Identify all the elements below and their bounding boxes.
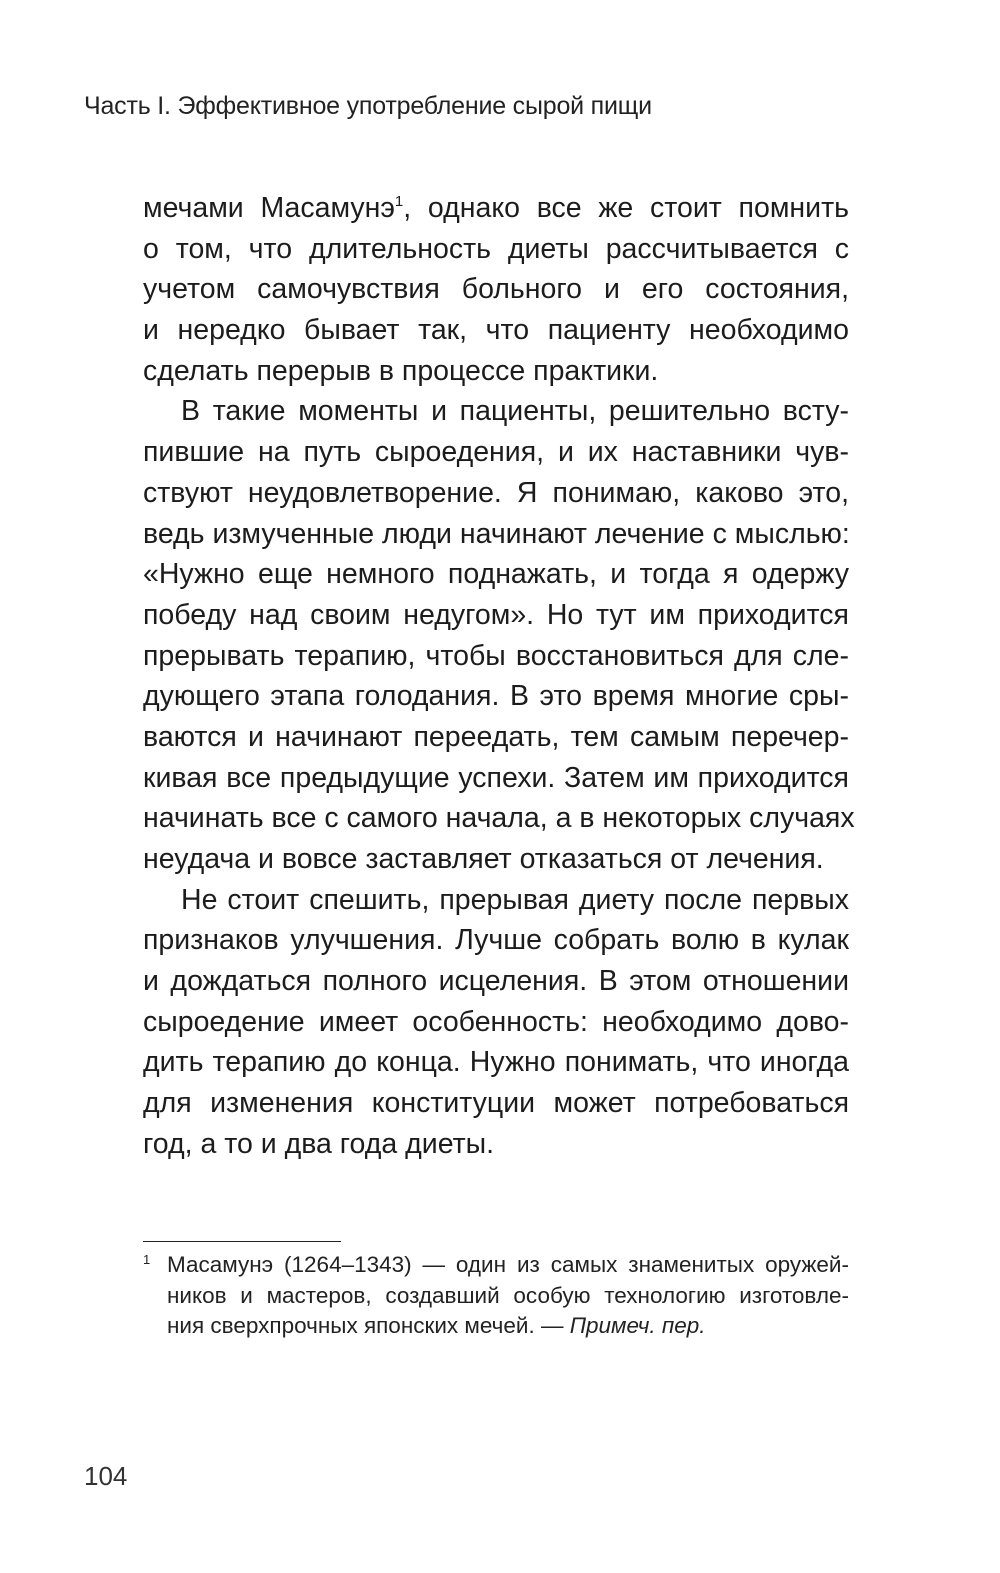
text-line: дующего этапа голодания. В это время многие сры- xyxy=(143,680,849,713)
text-line: и дождаться полного исцеления. В этом отношении xyxy=(143,965,849,998)
paragraph-3 xyxy=(143,880,849,1165)
text-line: учетом самочувствия больного и его состояния, xyxy=(143,273,849,306)
text-line: Не стоит спешить, прерывая диету после первых xyxy=(181,883,849,916)
text-line: ствуют неудовлетворение. Я понимаю, каково это, xyxy=(143,476,849,509)
text-line: «Нужно еще немного поднажать, и тогда я одержу xyxy=(143,558,849,591)
footnote-reference[interactable]: 1 xyxy=(394,193,404,210)
text-line: мечами Масамунэ$^1$, однако все же стоит помнить xyxy=(143,192,849,224)
text-line: и нередко бывает так, что пациенту необходимо xyxy=(143,314,849,347)
text-line: прерывать терапию, чтобы восстановиться для сле- xyxy=(143,639,849,672)
footnote-line: ния сверхпрочных японских мечей. — Примеч. пер. xyxy=(167,1313,706,1338)
footnote-text xyxy=(167,1250,849,1342)
running-head: Часть I. Эффективное употребление сырой пищи xyxy=(84,92,652,120)
text-line: о том, что длительность диеты рассчитывается с xyxy=(143,232,849,265)
text-line: ваются и начинают переедать, тем самым перечер- xyxy=(143,720,849,753)
text-line: дить терапию до конца. Нужно понимать, что иногда xyxy=(143,1046,849,1079)
paragraph-1 xyxy=(143,188,849,391)
text-line: пившие на путь сыроедения, и их наставники чув- xyxy=(143,436,849,469)
text-line: В такие моменты и пациенты, решительно всту- xyxy=(181,395,849,428)
text-line: признаков улучшения. Лучше собрать волю в кулак xyxy=(143,924,849,957)
footnote xyxy=(143,1250,849,1342)
text-line: сделать перерыв в процессе практики. xyxy=(143,354,659,387)
footnote-marker: 1 xyxy=(143,1252,151,1267)
text-line: сыроедение имеет особенность: необходимо дово- xyxy=(143,1005,849,1038)
text-line: кивая все предыдущие успехи. Затем им приходится xyxy=(143,761,849,794)
footnote-line: Масамунэ (1264–1343) — один из самых знаменитых оружей- xyxy=(167,1252,849,1277)
footnote-line: ников и мастеров, создавший особую технологию изготовле- xyxy=(167,1282,849,1308)
text-line: ведь измученные люди начинают лечение с мыслью: xyxy=(143,517,850,550)
translator-note-label: Примеч. пер. xyxy=(569,1313,706,1338)
text-line: неудача и вовсе заставляет отказаться от лечения. xyxy=(143,843,824,875)
paragraph-2 xyxy=(143,391,855,879)
footnote-divider xyxy=(143,1241,341,1242)
text-line: начинать все с самого начала, а в некоторых случаях xyxy=(143,802,855,835)
text-line: год, а то и два года диеты. xyxy=(143,1127,495,1160)
text-line: победу над своим недугом». Но тут им приходится xyxy=(143,598,849,631)
main-text xyxy=(143,188,855,1165)
page-number: 104 xyxy=(84,1461,128,1491)
text-line: для изменения конституции может потребоваться xyxy=(143,1087,849,1120)
